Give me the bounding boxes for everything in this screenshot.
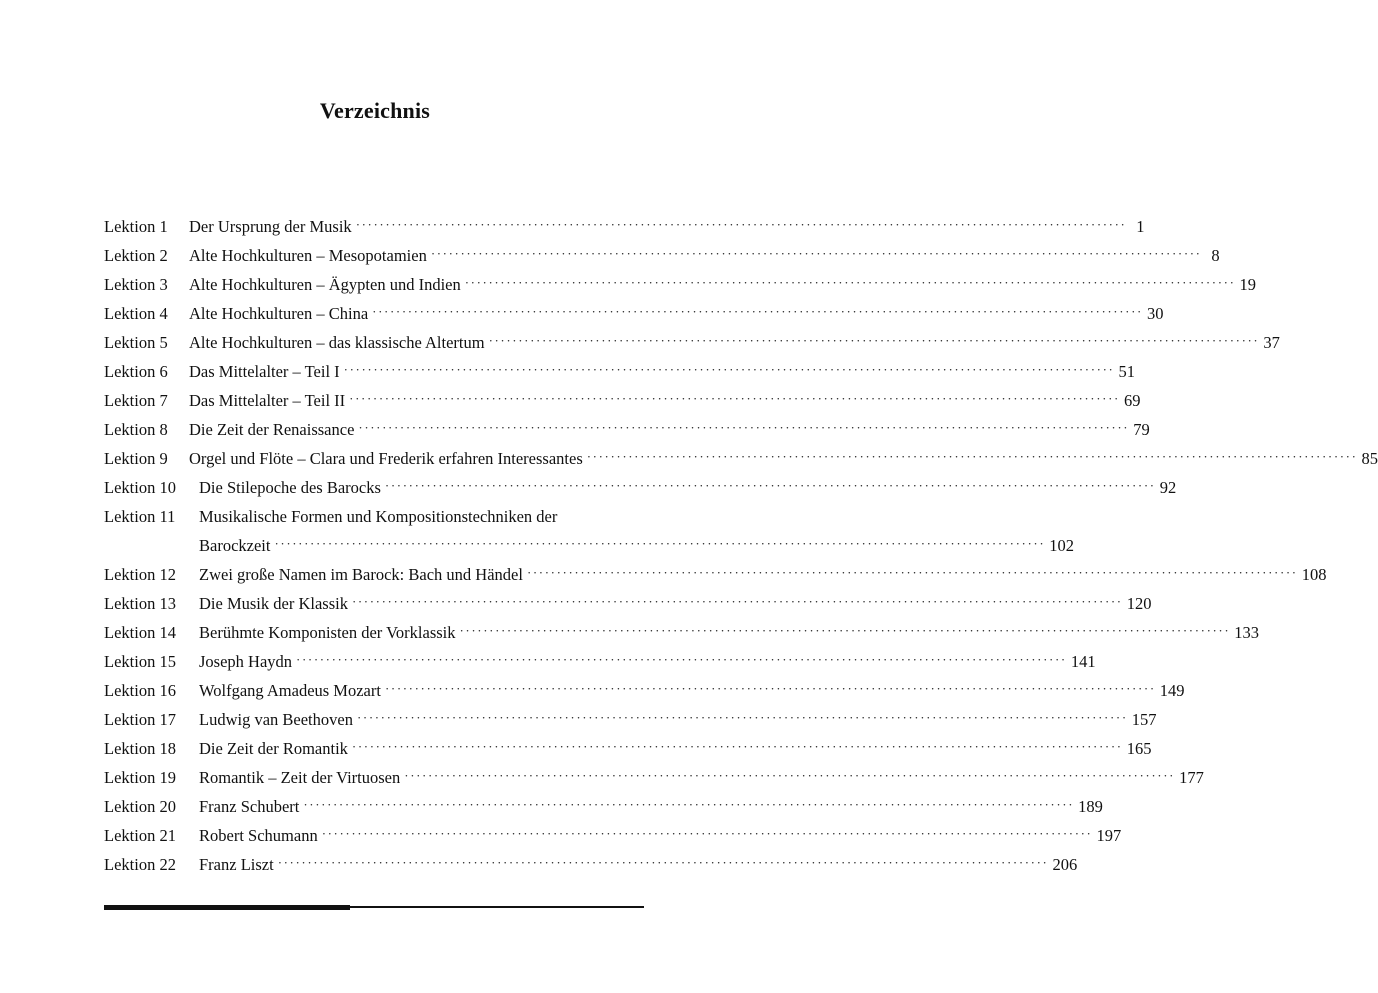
toc-entry-14[interactable] bbox=[104, 618, 1260, 647]
leader-dots bbox=[356, 210, 1127, 239]
bottom-divider-accent bbox=[104, 905, 350, 910]
toc-entry-15[interactable] bbox=[104, 647, 1096, 676]
lesson-title-continued: Barockzeit bbox=[199, 536, 271, 555]
lesson-number: Lektion 2 bbox=[104, 246, 168, 265]
lesson-number: Lektion 12 bbox=[104, 565, 176, 584]
leader-dots bbox=[460, 616, 1231, 645]
toc-entry-3[interactable] bbox=[104, 270, 1257, 299]
page-number: 30 bbox=[1146, 304, 1164, 323]
toc-entry-18[interactable] bbox=[104, 734, 1152, 763]
page-number: 149 bbox=[1159, 681, 1185, 700]
lesson-title: Die Stilepoche des Barocks bbox=[199, 478, 381, 497]
lesson-title: Die Zeit der Renaissance bbox=[189, 420, 355, 439]
lesson-title: Alte Hochkulturen – Mesopotamien bbox=[189, 246, 427, 265]
page-number: 206 bbox=[1052, 855, 1078, 874]
lesson-number: Lektion 11 bbox=[104, 507, 176, 526]
leader-dots bbox=[358, 413, 1129, 442]
lesson-number: Lektion 15 bbox=[104, 652, 176, 671]
page-number: 141 bbox=[1070, 652, 1096, 671]
lesson-title: Alte Hochkulturen – China bbox=[189, 304, 369, 323]
leader-dots bbox=[489, 326, 1260, 355]
toc-entry-12[interactable] bbox=[104, 560, 1327, 589]
toc-entry-6[interactable] bbox=[104, 357, 1135, 386]
lesson-number: Lektion 17 bbox=[104, 710, 176, 729]
page-number: 92 bbox=[1159, 478, 1177, 497]
leader-dots bbox=[357, 703, 1128, 732]
lesson-title: Alte Hochkulturen – Ägypten und Indien bbox=[189, 275, 461, 294]
leader-dots bbox=[385, 471, 1156, 500]
page-number: 51 bbox=[1118, 362, 1135, 381]
lesson-title: Der Ursprung der Musik bbox=[189, 217, 352, 236]
toc-entry-19[interactable] bbox=[104, 763, 1204, 792]
leader-dots bbox=[296, 645, 1067, 674]
leader-dots bbox=[527, 558, 1298, 587]
lesson-title: Das Mittelalter – Teil II bbox=[189, 391, 346, 410]
lesson-title: Joseph Haydn bbox=[199, 652, 293, 671]
page-number: 85 bbox=[1361, 449, 1378, 468]
lesson-title: Die Musik der Klassik bbox=[199, 594, 348, 613]
lesson-number: Lektion 20 bbox=[104, 797, 176, 816]
lesson-number: Lektion 9 bbox=[104, 449, 168, 468]
lesson-number: Lektion 13 bbox=[104, 594, 176, 613]
page-number: 79 bbox=[1133, 420, 1150, 439]
lesson-number: Lektion 18 bbox=[104, 739, 176, 758]
lesson-number: Lektion 7 bbox=[104, 391, 168, 410]
lesson-title: Ludwig van Beethoven bbox=[199, 710, 353, 729]
lesson-title: Franz Schubert bbox=[199, 797, 300, 816]
page-number: 120 bbox=[1126, 594, 1152, 613]
lesson-number: Lektion 5 bbox=[104, 333, 168, 352]
lesson-number: Lektion 21 bbox=[104, 826, 176, 845]
leader-dots bbox=[322, 819, 1093, 848]
toc-entry-2[interactable] bbox=[104, 241, 1220, 270]
page-number: 69 bbox=[1123, 391, 1141, 410]
toc-entry-9[interactable] bbox=[104, 444, 1378, 473]
page-number: 37 bbox=[1263, 333, 1280, 352]
toc-entry-11[interactable] bbox=[104, 502, 644, 531]
lesson-number: Lektion 1 bbox=[104, 217, 168, 236]
lesson-title: Franz Liszt bbox=[199, 855, 274, 874]
toc-entry-21[interactable] bbox=[104, 821, 1122, 850]
lesson-title: Musikalische Formen und Kompositionstechniken der bbox=[199, 507, 558, 526]
toc-entry-22[interactable] bbox=[104, 850, 1078, 879]
lesson-number: Lektion 10 bbox=[104, 478, 176, 497]
page-number: 108 bbox=[1301, 565, 1327, 584]
leader-dots bbox=[344, 355, 1115, 384]
page-number: 197 bbox=[1096, 826, 1122, 845]
lesson-title: Romantik – Zeit der Virtuosen bbox=[199, 768, 401, 787]
page-number: 165 bbox=[1126, 739, 1152, 758]
page-number: 8 bbox=[1211, 246, 1220, 265]
toc-entry-1[interactable] bbox=[104, 212, 1145, 241]
lesson-title: Orgel und Flöte – Clara und Frederik erfahren Interessantes bbox=[189, 449, 583, 468]
leader-dots bbox=[385, 674, 1156, 703]
lesson-number: Lektion 6 bbox=[104, 362, 168, 381]
page-number: 1 bbox=[1136, 217, 1145, 236]
lesson-number: Lektion 16 bbox=[104, 681, 176, 700]
lesson-number: Lektion 3 bbox=[104, 275, 168, 294]
leader-dots bbox=[352, 587, 1123, 616]
page-number: 133 bbox=[1234, 623, 1260, 642]
lesson-number: Lektion 8 bbox=[104, 420, 168, 439]
toc-entry-11-continued[interactable] bbox=[104, 531, 1075, 560]
leader-dots bbox=[274, 529, 1045, 558]
lesson-title: Zwei große Namen im Barock: Bach und Händel bbox=[199, 565, 523, 584]
table-of-contents bbox=[104, 212, 1378, 879]
toc-entry-7[interactable] bbox=[104, 386, 1141, 415]
leader-dots bbox=[404, 761, 1175, 790]
lesson-title: Wolfgang Amadeus Mozart bbox=[199, 681, 381, 700]
leader-dots bbox=[587, 442, 1358, 471]
leader-dots bbox=[372, 297, 1143, 326]
lesson-number: Lektion 22 bbox=[104, 855, 176, 874]
lesson-number: Lektion 4 bbox=[104, 304, 168, 323]
toc-entry-16[interactable] bbox=[104, 676, 1185, 705]
lesson-title: Robert Schumann bbox=[199, 826, 318, 845]
page-number: 189 bbox=[1078, 797, 1103, 816]
toc-entry-10[interactable] bbox=[104, 473, 1177, 502]
page-number: 177 bbox=[1179, 768, 1204, 787]
toc-entry-4[interactable] bbox=[104, 299, 1164, 328]
leader-dots bbox=[352, 732, 1123, 761]
page-title: Verzeichnis bbox=[319, 98, 431, 123]
page-number: 102 bbox=[1049, 536, 1075, 555]
toc-entry-17[interactable] bbox=[104, 705, 1157, 734]
lesson-title: Berühmte Komponisten der Vorklassik bbox=[199, 623, 456, 642]
lesson-title: Die Zeit der Romantik bbox=[199, 739, 348, 758]
lesson-number: Lektion 14 bbox=[104, 623, 176, 642]
page-number: 157 bbox=[1131, 710, 1157, 729]
leader-dots bbox=[303, 790, 1074, 819]
leader-dots bbox=[278, 848, 1049, 877]
toc-entry-13[interactable] bbox=[104, 589, 1152, 618]
page-number: 19 bbox=[1239, 275, 1257, 294]
leader-dots bbox=[349, 384, 1120, 413]
lesson-title: Das Mittelalter – Teil I bbox=[189, 362, 340, 381]
leader-dots bbox=[465, 268, 1236, 297]
lesson-title: Alte Hochkulturen – das klassische Altertum bbox=[189, 333, 485, 352]
toc-entry-5[interactable] bbox=[104, 328, 1280, 357]
toc-entry-8[interactable] bbox=[104, 415, 1150, 444]
leader-dots bbox=[431, 239, 1202, 268]
toc-entry-20[interactable] bbox=[104, 792, 1103, 821]
lesson-number: Lektion 19 bbox=[104, 768, 176, 787]
